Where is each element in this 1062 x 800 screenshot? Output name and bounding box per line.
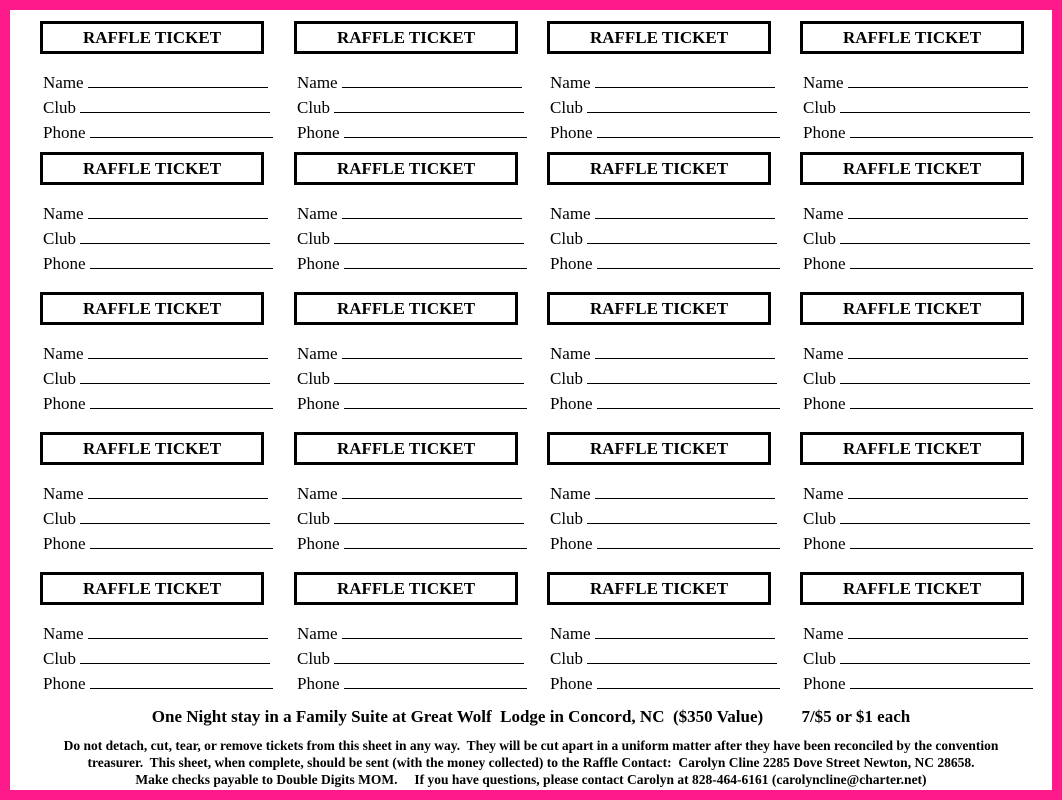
name-blank-line [342, 484, 522, 499]
ticket-title: RAFFLE TICKET [40, 152, 264, 185]
raffle-ticket [517, 281, 752, 413]
name-label: Name [43, 484, 84, 503]
raffle-ticket [770, 281, 1005, 413]
name-blank-line [848, 624, 1028, 639]
name-label: Name [550, 624, 591, 643]
phone-label: Phone [43, 674, 86, 693]
name-label: Name [297, 484, 338, 503]
raffle-ticket [770, 141, 1005, 273]
ticket-title: RAFFLE TICKET [547, 572, 771, 605]
club-blank-line [840, 98, 1030, 113]
name-field [297, 344, 522, 364]
club-blank-line [840, 649, 1030, 664]
raffle-ticket [770, 421, 1005, 553]
name-blank-line [342, 204, 522, 219]
ticket-title: RAFFLE TICKET [547, 21, 771, 54]
phone-field [803, 534, 1033, 554]
club-blank-line [80, 509, 270, 524]
raffle-ticket [770, 561, 1005, 693]
phone-field [297, 534, 527, 554]
raffle-ticket [517, 421, 752, 553]
name-field [43, 344, 268, 364]
phone-label: Phone [43, 534, 86, 553]
club-field [550, 229, 777, 249]
club-label: Club [550, 649, 584, 668]
club-blank-line [587, 229, 777, 244]
club-field [43, 98, 270, 118]
phone-label: Phone [550, 534, 593, 553]
club-label: Club [550, 509, 584, 528]
name-label: Name [43, 624, 84, 643]
phone-label: Phone [803, 254, 846, 273]
club-field [803, 369, 1030, 389]
name-blank-line [88, 73, 268, 88]
phone-label: Phone [43, 254, 86, 273]
notice-line: treasurer. This sheet, when complete, should be sent (with the money collected) to the Raffle Contact: Carolyn Cline 2285 Dove Street Newton, NC 28658. [87, 755, 975, 770]
name-field [297, 73, 522, 93]
raffle-ticket [264, 10, 499, 142]
name-label: Name [550, 73, 591, 92]
ticket-title: RAFFLE TICKET [40, 432, 264, 465]
club-label: Club [550, 229, 584, 248]
club-field [297, 369, 524, 389]
phone-field [297, 674, 527, 694]
ticket-title: RAFFLE TICKET [800, 21, 1024, 54]
club-blank-line [587, 98, 777, 113]
name-blank-line [595, 204, 775, 219]
club-blank-line [840, 509, 1030, 524]
name-field [803, 204, 1028, 224]
phone-blank-line [344, 534, 527, 549]
club-blank-line [587, 649, 777, 664]
name-label: Name [297, 73, 338, 92]
phone-blank-line [850, 674, 1033, 689]
phone-label: Phone [43, 123, 86, 142]
raffle-ticket [517, 141, 752, 273]
phone-label: Phone [550, 674, 593, 693]
club-field [297, 649, 524, 669]
phone-label: Phone [803, 534, 846, 553]
raffle-ticket [10, 141, 245, 273]
name-blank-line [848, 484, 1028, 499]
raffle-ticket [770, 10, 1005, 142]
phone-blank-line [850, 534, 1033, 549]
club-label: Club [297, 98, 331, 117]
club-label: Club [297, 509, 331, 528]
raffle-ticket [264, 141, 499, 273]
club-blank-line [80, 98, 270, 113]
name-field [550, 344, 775, 364]
raffle-ticket [264, 421, 499, 553]
phone-label: Phone [803, 123, 846, 142]
name-label: Name [43, 73, 84, 92]
phone-field [803, 674, 1033, 694]
club-field [43, 509, 270, 529]
phone-field [43, 254, 273, 274]
club-label: Club [550, 98, 584, 117]
club-field [297, 509, 524, 529]
club-blank-line [334, 98, 524, 113]
club-label: Club [803, 98, 837, 117]
club-field [550, 509, 777, 529]
phone-blank-line [597, 123, 780, 138]
phone-field [550, 123, 780, 143]
club-label: Club [297, 369, 331, 388]
club-label: Club [803, 649, 837, 668]
name-field [43, 484, 268, 504]
name-label: Name [297, 204, 338, 223]
raffle-ticket [10, 281, 245, 413]
name-label: Name [550, 204, 591, 223]
name-field [550, 204, 775, 224]
name-field [43, 73, 268, 93]
name-field [297, 204, 522, 224]
ticket-title: RAFFLE TICKET [294, 432, 518, 465]
phone-field [297, 123, 527, 143]
phone-blank-line [597, 394, 780, 409]
phone-blank-line [597, 254, 780, 269]
raffle-ticket [517, 10, 752, 142]
name-label: Name [803, 204, 844, 223]
club-field [803, 98, 1030, 118]
ticket-title: RAFFLE TICKET [547, 432, 771, 465]
name-field [803, 624, 1028, 644]
phone-blank-line [850, 254, 1033, 269]
phone-label: Phone [43, 394, 86, 413]
phone-blank-line [344, 123, 527, 138]
name-blank-line [342, 624, 522, 639]
name-blank-line [848, 73, 1028, 88]
club-field [43, 229, 270, 249]
phone-blank-line [344, 394, 527, 409]
phone-field [43, 534, 273, 554]
phone-field [297, 394, 527, 414]
club-field [43, 369, 270, 389]
ticket-title: RAFFLE TICKET [547, 152, 771, 185]
phone-label: Phone [550, 123, 593, 142]
raffle-ticket [10, 10, 245, 142]
club-label: Club [43, 98, 77, 117]
club-blank-line [80, 649, 270, 664]
raffle-ticket [264, 281, 499, 413]
phone-label: Phone [550, 394, 593, 413]
club-blank-line [80, 229, 270, 244]
ticket-title: RAFFLE TICKET [800, 432, 1024, 465]
club-field [297, 98, 524, 118]
ticket-title: RAFFLE TICKET [800, 292, 1024, 325]
phone-label: Phone [297, 674, 340, 693]
club-label: Club [803, 229, 837, 248]
club-label: Club [297, 229, 331, 248]
phone-label: Phone [803, 394, 846, 413]
club-label: Club [803, 369, 837, 388]
name-blank-line [848, 204, 1028, 219]
club-label: Club [43, 649, 77, 668]
phone-field [550, 394, 780, 414]
club-field [550, 98, 777, 118]
name-label: Name [43, 204, 84, 223]
phone-blank-line [90, 394, 273, 409]
club-blank-line [80, 369, 270, 384]
ticket-title: RAFFLE TICKET [800, 572, 1024, 605]
name-field [803, 484, 1028, 504]
name-field [550, 73, 775, 93]
club-label: Club [43, 509, 77, 528]
instructions-notice [10, 737, 1052, 788]
notice-line: Do not detach, cut, tear, or remove tickets from this sheet in any way. They will be cut apart in a uniform matter after they have been reconciled by the convention [63, 738, 999, 753]
phone-blank-line [90, 534, 273, 549]
phone-blank-line [597, 534, 780, 549]
name-label: Name [297, 624, 338, 643]
club-blank-line [840, 229, 1030, 244]
name-blank-line [848, 344, 1028, 359]
prize-description: One Night stay in a Family Suite at Great Wolf Lodge in Concord, NC ($350 Value) 7/$5 or $1 each [151, 707, 911, 726]
phone-field [297, 254, 527, 274]
phone-blank-line [90, 123, 273, 138]
club-label: Club [43, 229, 77, 248]
phone-field [803, 123, 1033, 143]
name-blank-line [88, 204, 268, 219]
club-blank-line [334, 509, 524, 524]
name-label: Name [803, 344, 844, 363]
phone-field [550, 534, 780, 554]
name-blank-line [342, 73, 522, 88]
name-blank-line [88, 344, 268, 359]
name-field [803, 73, 1028, 93]
ticket-title: RAFFLE TICKET [800, 152, 1024, 185]
ticket-title: RAFFLE TICKET [40, 292, 264, 325]
club-field [297, 229, 524, 249]
club-field [43, 649, 270, 669]
club-field [550, 369, 777, 389]
phone-blank-line [344, 254, 527, 269]
name-label: Name [43, 344, 84, 363]
phone-blank-line [90, 674, 273, 689]
phone-label: Phone [550, 254, 593, 273]
ticket-title: RAFFLE TICKET [40, 21, 264, 54]
club-blank-line [334, 649, 524, 664]
phone-label: Phone [297, 394, 340, 413]
phone-field [43, 394, 273, 414]
name-field [297, 484, 522, 504]
phone-field [803, 394, 1033, 414]
phone-field [550, 674, 780, 694]
club-blank-line [334, 369, 524, 384]
club-field [803, 649, 1030, 669]
name-label: Name [803, 73, 844, 92]
club-field [550, 649, 777, 669]
ticket-title: RAFFLE TICKET [40, 572, 264, 605]
raffle-ticket [264, 561, 499, 693]
name-blank-line [595, 344, 775, 359]
ticket-title: RAFFLE TICKET [294, 21, 518, 54]
phone-field [803, 254, 1033, 274]
name-label: Name [550, 344, 591, 363]
phone-label: Phone [297, 534, 340, 553]
phone-field [43, 123, 273, 143]
name-field [43, 624, 268, 644]
phone-blank-line [344, 674, 527, 689]
club-label: Club [803, 509, 837, 528]
phone-field [43, 674, 273, 694]
name-field [803, 344, 1028, 364]
ticket-title: RAFFLE TICKET [294, 152, 518, 185]
raffle-ticket [10, 561, 245, 693]
club-blank-line [840, 369, 1030, 384]
notice-line: Make checks payable to Double Digits MOM. If you have questions, please contact Carolyn at 828-464-6161 (carolyncline@charter.net) [135, 772, 927, 787]
club-field [803, 509, 1030, 529]
phone-blank-line [850, 394, 1033, 409]
name-field [550, 624, 775, 644]
club-label: Club [297, 649, 331, 668]
name-blank-line [342, 344, 522, 359]
raffle-sheet [10, 10, 1052, 790]
phone-field [550, 254, 780, 274]
raffle-ticket [10, 421, 245, 553]
phone-label: Phone [297, 123, 340, 142]
name-field [43, 204, 268, 224]
club-blank-line [334, 229, 524, 244]
club-label: Club [43, 369, 77, 388]
ticket-title: RAFFLE TICKET [547, 292, 771, 325]
phone-label: Phone [297, 254, 340, 273]
club-label: Club [550, 369, 584, 388]
name-blank-line [88, 624, 268, 639]
ticket-title: RAFFLE TICKET [294, 292, 518, 325]
name-blank-line [595, 484, 775, 499]
name-label: Name [803, 624, 844, 643]
phone-label: Phone [803, 674, 846, 693]
club-field [803, 229, 1030, 249]
name-blank-line [88, 484, 268, 499]
raffle-ticket [517, 561, 752, 693]
name-label: Name [550, 484, 591, 503]
name-blank-line [595, 624, 775, 639]
name-field [550, 484, 775, 504]
phone-blank-line [90, 254, 273, 269]
name-field [297, 624, 522, 644]
phone-blank-line [850, 123, 1033, 138]
club-blank-line [587, 369, 777, 384]
name-label: Name [297, 344, 338, 363]
club-blank-line [587, 509, 777, 524]
phone-blank-line [597, 674, 780, 689]
ticket-title: RAFFLE TICKET [294, 572, 518, 605]
name-label: Name [803, 484, 844, 503]
name-blank-line [595, 73, 775, 88]
